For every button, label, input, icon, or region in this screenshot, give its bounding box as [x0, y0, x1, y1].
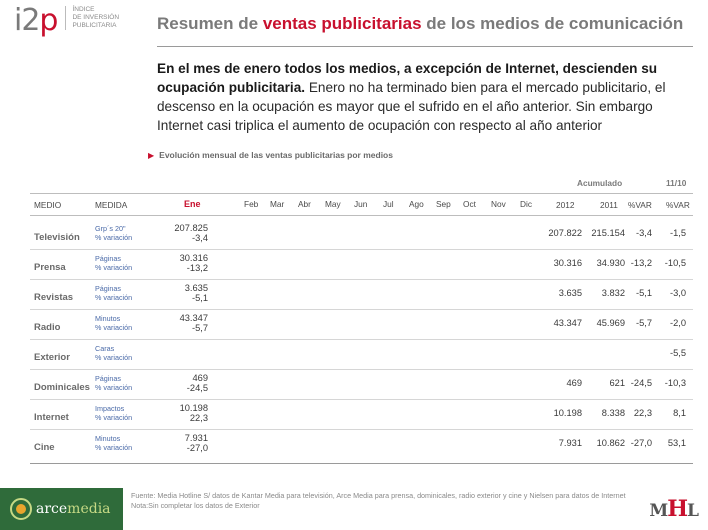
- header-11-10: 11/10: [666, 178, 687, 188]
- row-var: -5,7: [635, 318, 652, 328]
- row-var-1110: -5,5: [669, 348, 686, 358]
- row-2012: 469: [566, 378, 582, 388]
- row-unit-variation: % variación: [95, 353, 133, 362]
- row-ene-value: 7.931: [184, 433, 208, 443]
- month-header: May: [325, 199, 341, 209]
- row-medio: Cine: [34, 442, 55, 453]
- row-var-1110: 8,1: [673, 408, 686, 418]
- row-2012: 30.316: [553, 258, 582, 268]
- row-unit-variation: % variación: [95, 383, 133, 392]
- row-ene-variation: 22,3: [189, 413, 208, 423]
- logo-subtitle: ÍNDICE DE INVERSIÓN PUBLICITARIA: [65, 6, 145, 30]
- month-header: Abr: [298, 199, 311, 209]
- row-2012: 7.931: [558, 438, 582, 448]
- header-acumulado: Acumulado: [577, 178, 623, 188]
- arce-media-logo: arcemedia: [0, 488, 123, 530]
- month-header: Nov: [491, 199, 506, 209]
- row-medio: Radio: [34, 322, 61, 333]
- row-2012: 3.635: [558, 288, 582, 298]
- row-var-1110: -3,0: [669, 288, 686, 298]
- row-divider: [30, 339, 693, 340]
- month-header: Sep: [436, 199, 451, 209]
- row-divider: [30, 249, 693, 250]
- row-var-1110: -10,5: [664, 258, 686, 268]
- triangle-right-icon: ▶: [148, 151, 155, 160]
- title-divider: [157, 46, 693, 47]
- row-var-1110: -1,5: [669, 228, 686, 238]
- row-unit-variation: % variación: [95, 323, 133, 332]
- arce-logo-icon: [10, 498, 32, 520]
- month-header: Jul: [383, 199, 394, 209]
- row-2011: 8.338: [601, 408, 625, 418]
- row-ene-variation: -3,4: [191, 233, 208, 243]
- row-divider: [30, 429, 693, 430]
- intro-paragraph: En el mes de enero todos los medios, a excepción de Internet, descienden su ocupación publicitaria. Enero no ha terminado bien para el mercado publicitario, el descenso en la ocupación es mayor que el sufrido en el año anterior. Sin embargo Internet casi triplica el aumento de ocupación con respecto al año anterior: [157, 61, 666, 133]
- row-2011: 215.154: [591, 228, 625, 238]
- row-medio: Dominicales: [34, 382, 90, 393]
- row-2011: 34.930: [596, 258, 625, 268]
- row-unit: Páginas: [95, 374, 121, 383]
- row-2011: 3.832: [601, 288, 625, 298]
- row-unit-variation: % variación: [95, 413, 133, 422]
- row-medio: Prensa: [34, 262, 66, 273]
- logo-mark: i2p: [14, 3, 58, 38]
- col-var-1110: %VAR: [666, 200, 690, 210]
- section-title: ▶ Evolución mensual de las ventas publicitarias por medios: [148, 150, 393, 160]
- month-header: Feb: [244, 199, 259, 209]
- row-unit: Grp´s 20": [95, 224, 126, 233]
- row-unit: Minutos: [95, 314, 121, 323]
- row-unit: Páginas: [95, 284, 121, 293]
- row-unit: Minutos: [95, 434, 121, 443]
- row-ene-variation: -5,1: [191, 293, 208, 303]
- row-var-1110: -10,3: [664, 378, 686, 388]
- row-unit: Caras: [95, 344, 115, 353]
- row-ene-value: 469: [192, 373, 208, 383]
- row-unit-variation: % variación: [95, 443, 133, 452]
- col-var: %VAR: [628, 200, 652, 210]
- row-ene-value: 43.347: [179, 313, 208, 323]
- row-divider: [30, 369, 693, 370]
- month-header: Mar: [270, 199, 285, 209]
- row-ene-variation: -5,7: [191, 323, 208, 333]
- i2p-logo: [14, 4, 145, 38]
- row-ene-value: 30.316: [179, 253, 208, 263]
- col-2011: 2011: [600, 200, 618, 210]
- row-ene-variation: -27,0: [186, 443, 208, 453]
- row-var: -3,4: [635, 228, 652, 238]
- col-medio: MEDIO: [34, 200, 62, 210]
- col-2012: 2012: [556, 200, 575, 210]
- month-header: Dic: [520, 199, 532, 209]
- row-medio: Exterior: [34, 352, 70, 363]
- row-ene-value: 207.825: [174, 223, 208, 233]
- row-medio: Televisión: [34, 232, 80, 243]
- header-top-rule: [30, 193, 693, 194]
- row-var: 22,3: [633, 408, 652, 418]
- media-hotline-logo: MHL: [649, 496, 698, 522]
- row-var-1110: -2,0: [669, 318, 686, 328]
- row-unit: Impactos: [95, 404, 125, 413]
- row-divider: [30, 309, 693, 310]
- row-var-1110: 53,1: [667, 438, 686, 448]
- row-ene-value: 10.198: [179, 403, 208, 413]
- month-header: Ene: [184, 199, 201, 209]
- col-medida: MEDIDA: [95, 200, 128, 210]
- row-medio: Revistas: [34, 292, 74, 303]
- row-unit-variation: % variación: [95, 233, 133, 242]
- row-unit-variation: % variación: [95, 263, 133, 272]
- row-unit-variation: % variación: [95, 293, 133, 302]
- row-2012: 10.198: [553, 408, 582, 418]
- row-ene-variation: -13,2: [186, 263, 208, 273]
- row-2011: 45.969: [596, 318, 625, 328]
- table-bottom-rule: [30, 463, 693, 464]
- row-divider: [30, 279, 693, 280]
- month-header: Ago: [409, 199, 424, 209]
- row-var: -27,0: [630, 438, 652, 448]
- month-header: Jun: [354, 199, 368, 209]
- month-header: Oct: [463, 199, 476, 209]
- row-medio: Internet: [34, 412, 69, 423]
- row-2012: 207.822: [548, 228, 582, 238]
- row-unit: Páginas: [95, 254, 121, 263]
- header-bottom-rule: [30, 215, 693, 216]
- page-title: Resumen de ventas publicitarias de los medios de comunicación: [157, 14, 684, 33]
- row-2011: 621: [609, 378, 625, 388]
- row-ene-variation: -24,5: [186, 383, 208, 393]
- row-var: -13,2: [630, 258, 652, 268]
- row-divider: [30, 399, 693, 400]
- row-2011: 10.862: [596, 438, 625, 448]
- row-ene-value: 3.635: [184, 283, 208, 293]
- row-var: -5,1: [635, 288, 652, 298]
- row-var: -24,5: [630, 378, 652, 388]
- row-2012: 43.347: [553, 318, 582, 328]
- source-note: Fuente: Media Hotline S/ datos de Kantar Media para televisión, Arce Media para prensa, dominicales, radio exterior y cine y Nielsen para datos de Internet Nota:Sin completar los datos de Exterior: [131, 491, 626, 510]
